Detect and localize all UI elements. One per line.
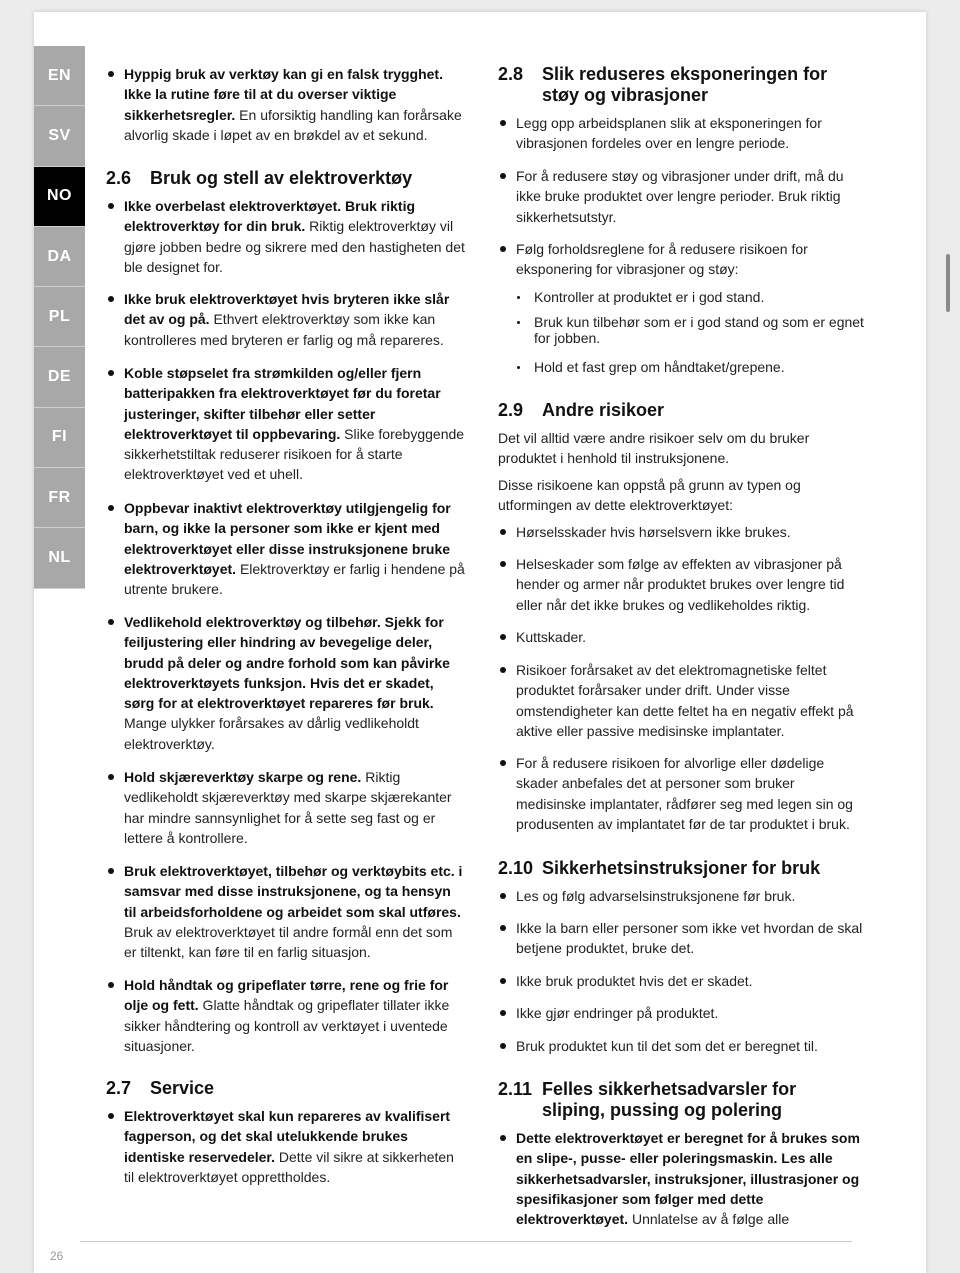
section-heading-2-7 <box>106 1078 466 1099</box>
intro-bullet <box>106 64 466 145</box>
list-item: For å redusere støy og vibrasjoner under drift, må du ikke bruke produktet over lengre perioder. Bruk riktig sikkerhetsutstyr. <box>498 166 864 227</box>
bullet-bold-text: Hold skjæreverktøy skarpe og rene. <box>124 769 362 785</box>
bullet-bold-text: Elektroverktøyet skal kun repareres av kvalifisert fagperson, og det skal utelukkende brukes identiske reservedeler. <box>124 1108 451 1165</box>
bullet-text: Ethvert elektroverktøy som ikke kan kontrolleres med bryteren er farlig og må repareres. <box>124 311 444 348</box>
list-item: Bruk produktet kun til det som det er beregnet til. <box>498 1036 864 1056</box>
list-item <box>106 861 466 962</box>
list-item: Risikoer forårsaket av det elektromagnetiske feltet produktet forårsaker under drift. Under visse omstendigheter kan dette feltet ha en negativ effekt på aktive eller passive medisinske implantater. <box>498 660 864 741</box>
section-title: Slik reduseres eksponeringen for støy og vibrasjoner <box>542 64 828 105</box>
section-title: Sikkerhetsinstruksjoner for bruk <box>542 858 821 878</box>
list-item: Helseskader som følge av effekten av vibrasjoner på hender og armer når produktet brukes over lengre tid eller når det ikke brukes og vedlikeholdes riktig. <box>498 554 864 615</box>
language-tab-en[interactable]: EN <box>34 46 85 106</box>
language-tab-bar <box>34 46 85 589</box>
list-item: Hørselsskader hvis hørselsvern ikke brukes. <box>498 522 864 542</box>
section-title: Andre risikoer <box>542 400 665 420</box>
bullet-bold-text: Hold håndtak og gripeflater tørre, rene og frie for olje og fett. <box>124 977 449 1014</box>
list-item <box>106 363 466 485</box>
section-number: 2.9 <box>498 400 524 420</box>
language-tab-fi[interactable]: FI <box>34 408 85 468</box>
bullet-bold-text: Vedlikehold elektroverktøy og tilbehør. Sjekk for feiljustering eller hindring av bevegelige deler, brudd på deler og andre forhold som kan påvirke elektroverktøyets funksjon. Hvis det er skadet, sørg for at elektroverktøyet repareres før bruk. <box>124 614 450 712</box>
list-item <box>106 975 466 1056</box>
language-tab-de[interactable]: DE <box>34 347 85 407</box>
bullet-text: Mange ulykker forårsakes av dårlig vedlikeholdt elektroverktøy. <box>124 715 419 752</box>
bullet-text: Bruk av elektroverktøyet til andre formål enn det som er tiltenkt, kan føre til en farlig situasjon. <box>124 923 453 961</box>
language-tab-fr[interactable]: FR <box>34 468 85 528</box>
list-item: Kuttskader. <box>498 627 864 647</box>
bullet-bold-text: Bruk elektroverktøyet, tilbehør og verktøybits etc. i samsvar med disse instruksjonene, og ta hensyn til arbeidsforholdene og arbeidet som skal utføres. <box>124 863 463 920</box>
section-heading-2-11 <box>498 1079 864 1121</box>
bullet-bold-text: Hyppig bruk av verktøy kan gi en falsk trygghet. Ikke la rutine føre til at du overser viktige sikkerhetsregler. <box>124 66 443 123</box>
section-heading-2-10 <box>498 858 864 879</box>
language-tab-sv[interactable]: SV <box>34 106 85 166</box>
sub-list-item: Bruk kun tilbehør som er i god stand og som er egnet for jobben. <box>498 314 864 346</box>
footer-divider <box>80 1241 852 1242</box>
section-number: 2.10 <box>498 858 534 878</box>
paragraph: Det vil alltid være andre risikoer selv om du bruker produktet i henhold til instruksjonene. <box>498 430 810 467</box>
section-title: Bruk og stell av elektroverktøy <box>150 168 413 188</box>
list-item <box>498 1128 864 1229</box>
bullet-bold-text: Oppbevar inaktivt elektroverktøy utilgjengelig for barn, og ikke la personer som ikke er kjent med elektroverktøyet eller disse instruksjonene bruke elektroverktøyet. <box>124 500 451 577</box>
list-item: Legg opp arbeidsplanen slik at eksponeringen for vibrasjonen fordeles over en lengre periode. <box>498 113 864 154</box>
list-item: Ikke gjør endringer på produktet. <box>498 1003 864 1023</box>
section-heading-2-6 <box>106 168 466 189</box>
scrollbar-thumb[interactable] <box>946 254 950 312</box>
list-item <box>106 196 466 277</box>
bullet-text: Elektroverktøy er farlig i hendene på utrente brukere. <box>124 560 465 598</box>
list-item <box>106 289 466 350</box>
language-tab-pl[interactable]: PL <box>34 287 85 347</box>
section-heading-2-8 <box>498 64 864 106</box>
section-heading-2-9 <box>498 400 864 421</box>
list-item: Ikke bruk produktet hvis det er skadet. <box>498 971 864 991</box>
bullet-bold-text: Ikke bruk elektroverktøyet hvis bryteren ikke slår det av og på. <box>124 291 450 328</box>
bullet-text: Dette vil sikre at sikkerheten til elektroverktøyet opprettholdes. <box>124 1148 454 1185</box>
language-tab-no[interactable]: NO <box>34 167 85 227</box>
bullet-text: Riktig elektroverktøy vil gjøre jobben bedre og sikrere med den hastigheten det ble designet for. <box>124 218 465 275</box>
sub-list-item: Hold et fast grep om håndtaket/grepene. <box>498 359 864 375</box>
bullet-text: Slike forebyggende sikkerhetstiltak reduserer risikoen for å starte elektroverktøyet ved et uhell. <box>124 425 465 483</box>
bullet-text: Unnlatelse av å følge alle <box>628 1211 790 1228</box>
sub-list-item: Kontroller at produktet er i god stand. <box>498 289 864 305</box>
section-number: 2.7 <box>106 1078 132 1098</box>
bullet-text: Riktig vedlikeholdt skjæreverktøy med skarpe skjærekanter har mindre sannsynlighet for å sette seg fast og er lettere å kontrollere. <box>124 769 452 846</box>
section-number: 2.8 <box>498 64 524 84</box>
list-item <box>106 1106 466 1187</box>
list-item: Ikke la barn eller personer som ikke vet hvordan de skal betjene produktet, bruke det. <box>498 918 864 959</box>
list-item: Les og følg advarselsinstruksjonene før bruk. <box>498 886 864 906</box>
list-item <box>106 612 466 754</box>
section-number: 2.11 <box>498 1079 533 1099</box>
bullet-text: En uforsiktig handling kan forårsake alvorlig skade i løpet av en brøkdel av et sekund. <box>124 106 462 143</box>
section-title: Service <box>150 1078 215 1098</box>
document-page <box>34 12 926 1273</box>
bullet-bold-text: Dette elektroverktøyet er beregnet for å brukes som en slipe-, pusse- eller poleringsmaskin. Les alle sikkerhetsadvarsler, instruksjoner, illustrasjoner og spesifikasjoner som følger med dette elektroverktøyet. <box>516 1130 860 1228</box>
bullet-bold-text: Ikke overbelast elektroverktøyet. Bruk riktig elektroverktøy for din bruk. <box>124 198 416 235</box>
bullet-bold-text: Koble støpselet fra strømkilden og/eller fjern batteripakken fra elektroverktøyet før du foretar justeringer, skifter tilbehør eller setter elektroverktøyet til oppbevaring. <box>124 365 441 442</box>
bullet-text: Glatte håndtak og gripeflater tillater ikke sikker håndtering og kontroll av verktøyet i uventede situasjoner. <box>124 997 450 1054</box>
page-number: 26 <box>50 1249 64 1263</box>
language-tab-nl[interactable]: NL <box>34 528 85 588</box>
language-tab-da[interactable]: DA <box>34 227 85 287</box>
list-item <box>106 767 466 848</box>
list-item <box>106 498 466 599</box>
paragraph: Disse risikoene kan oppstå på grunn av typen og utformingen av dette elektroverktøyet: <box>498 477 801 514</box>
list-item: Følg forholdsreglene for å redusere risikoen for eksponering for vibrasjoner og støy: <box>498 239 864 280</box>
section-number: 2.6 <box>106 168 132 188</box>
list-item: For å redusere risikoen for alvorlige eller dødelige skader anbefales det at personer som bruker medisinske implantater, rådfører seg med legen sin og produsenten av implantatet før de tar produktet i bruk. <box>498 753 864 834</box>
section-title: Felles sikkerhetsadvarsler for sliping, pussing og polering <box>542 1079 797 1120</box>
